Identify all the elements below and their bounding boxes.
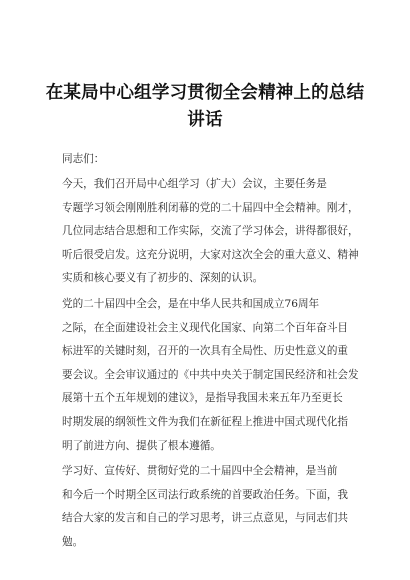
paragraph-line: 明了前进方向、提供了根本遵循。 [62,439,221,452]
paragraph-line: 标进军的关键时刻，召开的一次具有全局性、历史性意义的重 [62,345,349,358]
paragraph-1 [62,173,360,291]
paragraph-line: 要会议。全会审议通过的《中共中央关于制定国民经济和社会发 [62,368,359,381]
paragraph-line: 听后很受启发。这充分说明，大家对这次全会的重大意义、精神 [62,248,359,261]
paragraph-line: 专题学习领会刚刚胜利闭幕的党的二十届四中全会精神。刚才， [62,201,359,214]
paragraph-line: 学习好、宣传好、贯彻好党的二十届四中全会精神，是当前 [62,465,338,478]
paragraph-line: 勉。 [62,535,84,548]
paragraph-line: 几位同志结合思想和工作实际，交流了学习体会，讲得都很好， [62,225,359,238]
paragraph-line: 和今后一个时期全区司法行政系统的首要政治任务。下面，我 [62,488,349,501]
title-line-2: 讲话 [187,110,223,130]
paragraph-line: 党的二十届四中全会，是在中华人民共和国成立76周年 [62,297,320,310]
paragraph-3 [62,460,360,554]
title-line-1: 在某局中心组学习贯彻全会精神上的总结 [45,83,365,103]
paragraph-2 [62,293,360,458]
document-title [40,80,370,134]
paragraph-line: 今天，我们召开局中心组学习（扩大）会议，主要任务是 [62,178,327,190]
paragraph-line: 展第十五个五年规划的建议》，是指导我国未来五年乃至更长 [62,392,343,405]
document-body [62,148,360,555]
salutation: 同志们： [62,153,105,165]
paragraph-line: 结合大家的发言和自己的学习思考，讲三点意见，与同志们共 [62,512,349,525]
paragraph-line: 时期发展的纲领性文件为我们在新征程上推进中国式现代化指 [62,415,349,428]
paragraph-line: 之际，在全面建设社会主义现代化国家、向第二个百年奋斗目 [62,321,349,334]
paragraph-line: 实质和核心要义有了初步的、深刻的认识。 [62,272,264,285]
